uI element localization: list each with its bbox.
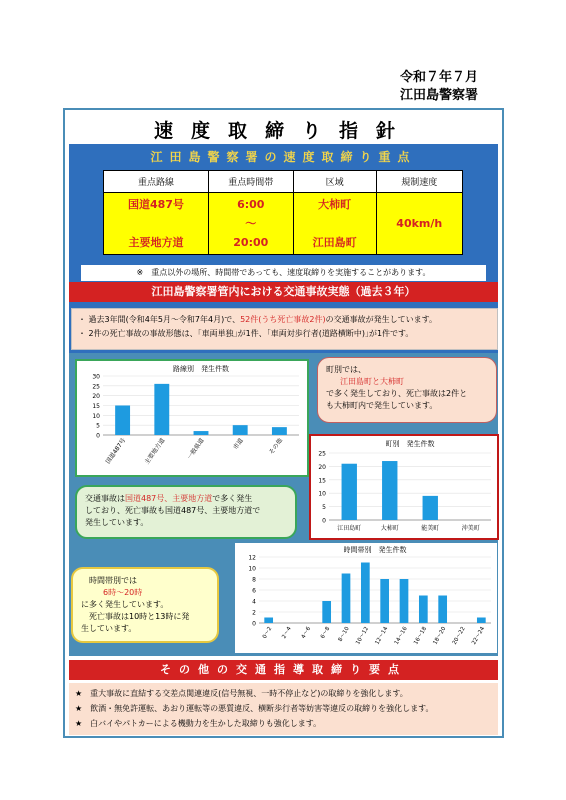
route-bubble-line-1 — [85, 493, 287, 505]
accident-summary — [71, 308, 498, 350]
time-from: 6:00 — [237, 198, 265, 211]
flyer-frame — [63, 108, 504, 738]
bullet-text: の交通事故が発生しています。 — [325, 315, 437, 324]
y-tick-label: 20 — [92, 393, 100, 401]
col-header-route: 重点路線 — [104, 171, 209, 193]
route-chart-box — [75, 359, 309, 477]
y-tick-label: 10 — [92, 412, 100, 420]
cell-time — [208, 193, 293, 255]
bar — [233, 425, 248, 435]
time-bubble-line-3: に多く発生しています。 — [81, 600, 169, 609]
y-tick-label: 15 — [92, 403, 100, 410]
bar — [382, 461, 397, 520]
other-item: ★ 白バイやパトカーによる機動力を生かした取締りも強化します。 — [75, 719, 322, 728]
town-bubble-line-2: 江田島町と大柿町 — [340, 377, 404, 386]
x-tick-label: その他 — [267, 437, 285, 456]
other-list — [69, 683, 498, 735]
x-tick-label: 2～4 — [281, 626, 293, 640]
other-heading: その他の交通指導取締り要点 — [69, 660, 498, 680]
other-item: ★ 重大事故に直結する交差点関連違反(信号無視、一時不停止など)の取締りを強化します。 — [75, 689, 408, 698]
other-item: ★ 飲酒・無免許運転、あおり運転等の悪質違反、横断歩行者等妨害等違反の取締りを強化します。 — [75, 704, 434, 713]
town-bubble-line-3: で多く発生しており、死亡事故は2件と — [326, 389, 468, 398]
cell-routes — [104, 193, 209, 255]
route-bubble — [75, 485, 297, 539]
time-chart-box — [235, 543, 497, 653]
summary-bullet-2: ・ 2件の死亡事故の事故形態は、｢車両単独｣が1件、｢車両対歩行者(道路横断中)｣が1件です。 — [78, 329, 414, 338]
bar — [477, 618, 486, 624]
x-tick-label: 国道487号 — [104, 437, 128, 466]
x-tick-label: 6～8 — [319, 626, 332, 640]
time-bubble-line-2: 6時～20時 — [103, 588, 143, 597]
y-tick-label: 25 — [318, 450, 326, 458]
bar — [400, 579, 409, 623]
x-tick-label: 10～12 — [355, 626, 371, 646]
col-header-area: 区域 — [293, 171, 376, 193]
cell-areas — [293, 193, 376, 255]
bar — [361, 563, 370, 624]
x-tick-label: 大柿町 — [380, 525, 399, 532]
time-bubble-line-4: 死亡事故は10時と13時に発 — [89, 612, 190, 621]
bubble-highlight: 国道487号、主要地方道 — [125, 494, 213, 503]
town-bubble-line-4: も大柿町内で発生しています。 — [326, 401, 438, 410]
x-tick-label: 18～20 — [432, 626, 448, 646]
y-tick-label: 0 — [322, 517, 326, 525]
bar — [322, 601, 331, 623]
bar — [194, 431, 209, 435]
y-tick-label: 8 — [252, 576, 256, 584]
y-tick-label: 25 — [92, 383, 100, 391]
col-header-time: 重点時間帯 — [208, 171, 293, 193]
cell-speed: 40km/h — [376, 193, 462, 255]
accident-heading: 江田島警察署管内における交通事故実態（過去３年） — [69, 282, 498, 302]
y-tick-label: 2 — [252, 609, 256, 617]
route-bubble-line-2: しており、死亡事故も国道487号、主要地方道で — [85, 506, 261, 515]
bar — [438, 596, 447, 624]
time-to: 20:00 — [233, 236, 269, 249]
header-date: 令和７年７月 — [400, 70, 479, 85]
time-sep: ～ — [245, 217, 257, 230]
x-tick-label: 20～22 — [451, 626, 467, 646]
bar — [380, 579, 389, 623]
area-item: 江田島町 — [312, 236, 357, 249]
x-tick-label: 江田島町 — [337, 525, 362, 532]
x-tick-label: 市道 — [232, 437, 245, 451]
y-tick-label: 6 — [252, 587, 256, 595]
x-tick-label: 4～6 — [300, 626, 313, 640]
priority-heading: 江田島警察署の速度取締り重点 — [150, 150, 417, 164]
time-bubble — [71, 567, 219, 643]
time-bubble-line-1: 時間帯別では — [89, 576, 137, 585]
y-tick-label: 20 — [318, 463, 326, 471]
x-tick-label: 主要地方道 — [143, 437, 167, 466]
route-item: 国道487号 — [127, 198, 184, 211]
y-tick-label: 30 — [92, 373, 100, 381]
bar — [154, 384, 169, 435]
y-tick-label: 4 — [252, 598, 256, 606]
bar — [264, 618, 273, 624]
bar — [423, 496, 438, 520]
bar — [342, 464, 357, 520]
x-tick-label: 0～2 — [261, 626, 274, 640]
bullet-text: ・ 過去3年間(令和4年5月～令和7年4月)で、 — [78, 315, 241, 324]
bar — [419, 596, 428, 624]
route-item: 主要地方道 — [128, 236, 184, 249]
y-tick-label: 12 — [248, 554, 256, 562]
y-tick-label: 5 — [322, 504, 326, 512]
town-chart — [311, 436, 497, 538]
chart-title: 時間帯別 発生件数 — [343, 546, 407, 554]
x-tick-label: 一般県道 — [186, 437, 206, 461]
x-tick-label: 14～16 — [393, 626, 409, 646]
town-bubble-line-1: 町別では、 — [326, 365, 366, 374]
time-bubble-line-5: 生しています。 — [81, 624, 137, 633]
bar — [115, 406, 130, 436]
town-chart-box — [309, 434, 499, 540]
area-item: 大柿町 — [318, 198, 352, 211]
page-title: 速度取締り指針 — [153, 120, 413, 142]
bullet-highlight: 52件(うち死亡事故2件) — [240, 315, 326, 324]
time-chart — [235, 543, 497, 653]
analysis-panel — [69, 353, 498, 656]
y-tick-label: 10 — [248, 565, 256, 573]
bubble-text: 交通事故は — [85, 494, 125, 503]
priority-note: ※ 重点以外の場所、時間帯であっても、速度取締りを実施することがあります。 — [81, 265, 486, 281]
x-tick-label: 16～18 — [413, 626, 429, 646]
x-tick-label: 沖美町 — [461, 525, 480, 532]
town-bubble — [317, 357, 497, 423]
chart-title: 町別 発生件数 — [385, 440, 435, 448]
priority-table — [103, 170, 463, 255]
x-tick-label: 能美町 — [421, 525, 440, 532]
y-tick-label: 0 — [96, 432, 100, 440]
y-tick-label: 15 — [318, 477, 326, 485]
header-org: 江田島警察署 — [400, 88, 479, 103]
bar — [272, 427, 287, 435]
chart-title: 路線別 発生件数 — [173, 365, 229, 373]
summary-bullet-1 — [78, 313, 491, 327]
y-tick-label: 5 — [96, 422, 100, 430]
bar — [342, 574, 351, 624]
route-bubble-line-3: 発生しています。 — [85, 518, 149, 527]
y-tick-label: 0 — [252, 620, 256, 628]
x-tick-label: 22～24 — [471, 626, 487, 646]
y-tick-label: 10 — [318, 490, 326, 498]
bubble-text: で多く発生 — [212, 494, 253, 503]
x-tick-label: 12～14 — [374, 626, 390, 646]
route-chart — [77, 361, 307, 475]
x-tick-label: 8～10 — [337, 626, 351, 643]
col-header-speed: 規制速度 — [376, 171, 462, 193]
